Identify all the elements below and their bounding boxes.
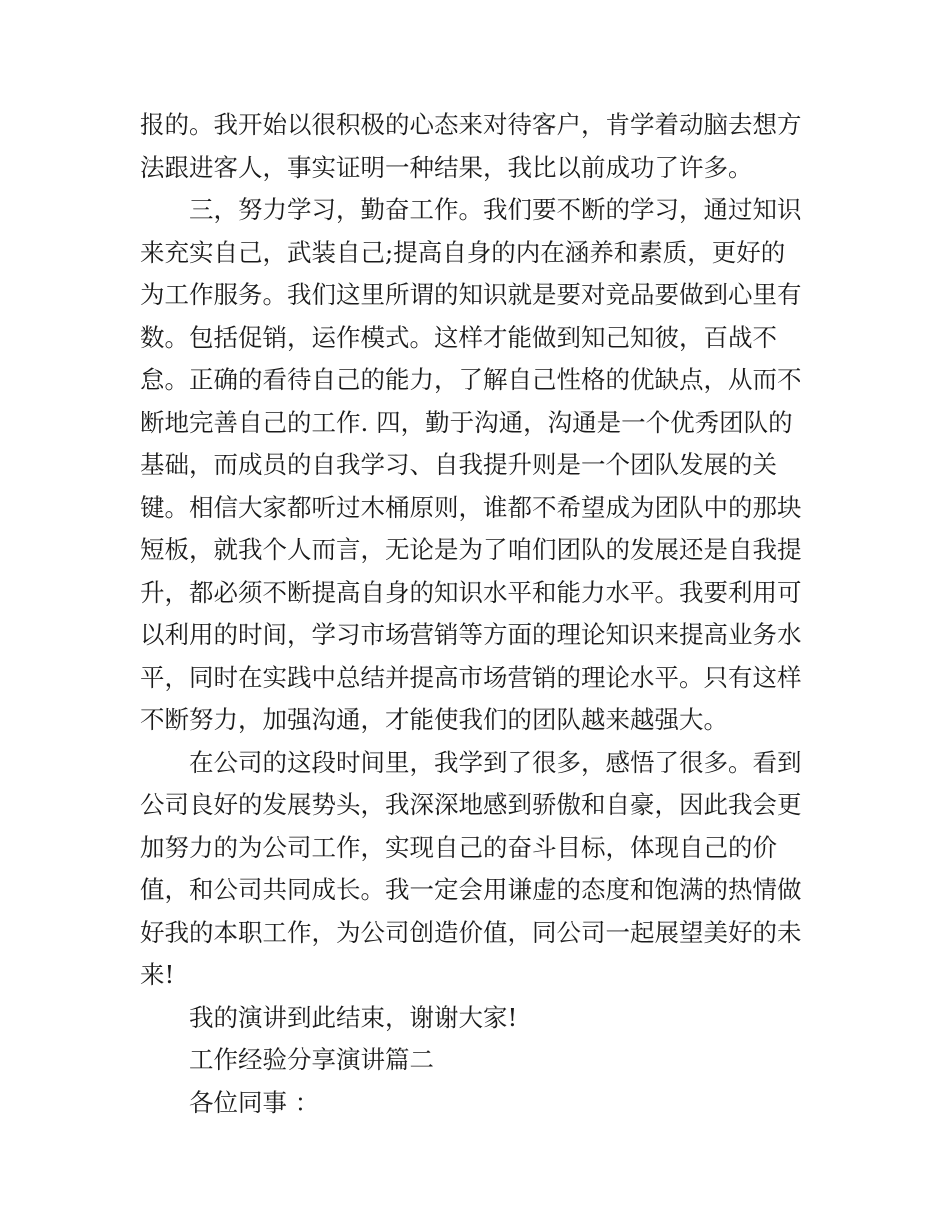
- salutation-line: 各位同事 ：: [189, 1087, 320, 1117]
- text-line: 加努力的为公司工作，实现自己的奋斗目标，体现自己的价: [140, 832, 777, 862]
- text-line: 法跟进客人，事实证明一种结果，我比以前成功了许多。: [140, 152, 753, 182]
- text-line: 好我的本职工作，为公司创造价值，同公司一起展望美好的未: [140, 917, 802, 947]
- paragraph-start-line: 在公司的这段时间里，我学到了很多，感悟了很多。看到: [189, 747, 802, 777]
- section-heading: 工作经验分享演讲篇二: [189, 1045, 434, 1074]
- text-line: 基础，而成员的自我学习、自我提升则是一个团队发展的关: [140, 450, 777, 479]
- text-line: 怠。正确的看待自己的能力，了解自己性格的优缺点，从而不: [140, 365, 802, 394]
- text-line: 报的。我开始以很积极的心态来对待客户，肯学着动脑去想方: [140, 110, 802, 139]
- text-line: 数。包括促销，运作模式。这样才能做到知己知彼，百战不: [140, 322, 777, 352]
- text-line: 断地完善自己的工作. 四，勤于沟通，沟通是一个优秀团队的: [140, 407, 793, 437]
- text-line: 为工作服务。我们这里所谓的知识就是要对竞品要做到心里有: [140, 280, 802, 309]
- text-line: 短板，就我个人而言，无论是为了咱们团队的发展还是自我提: [140, 535, 802, 564]
- text-line: 以利用的时间，学习市场营销等方面的理论知识来提高业务水: [140, 620, 802, 649]
- text-line: 公司良好的发展势头，我深深地感到骄傲和自豪，因此我会更: [140, 790, 802, 819]
- paragraph-start-line: 三，努力学习，勤奋工作。我们要不断的学习，通过知识: [189, 195, 802, 224]
- closing-line: 我的演讲到此结束，谢谢大家!: [189, 1002, 518, 1032]
- text-line: 升，都必须不断提高自身的知识水平和能力水平。我要利用可: [140, 577, 802, 607]
- text-line: 值，和公司共同成长。我一定会用谦虚的态度和饱满的热情做: [140, 875, 802, 904]
- text-line: 来!: [140, 960, 175, 989]
- text-line: 键。相信大家都听过木桶原则，谁都不希望成为团队中的那块: [140, 492, 802, 522]
- text-line: 不断努力，加强沟通，才能使我们的团队越来越强大。: [140, 705, 728, 734]
- document-body: [140, 104, 812, 1124]
- text-line: 来充实自己，武装自己;提高自身的内在涵养和素质，更好的: [140, 237, 786, 267]
- text-line: 平，同时在实践中总结并提高市场营销的理论水平。只有这样: [140, 662, 802, 692]
